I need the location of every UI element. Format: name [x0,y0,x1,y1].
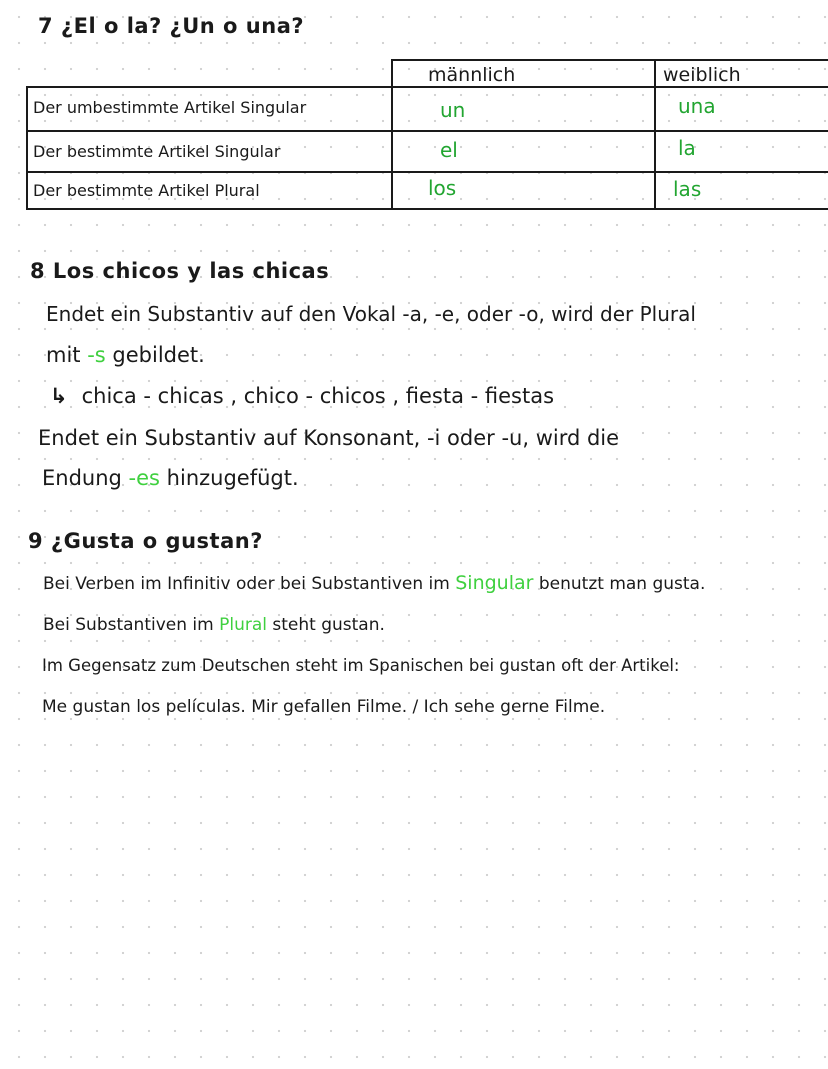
text: mit [46,343,88,367]
section-7-heading: 7 ¿El o la? ¿Un o una? [38,14,305,38]
masculine-value: los [428,176,457,200]
feminine-value: la [678,136,696,160]
plural-rule-line-5 [42,466,299,490]
row-label: Der bestimmte Artikel Singular [33,142,281,161]
gusta-example: Me gustan los películas. Mir gefallen Filme. / Ich sehe gerne Filme. [42,697,606,717]
gusta-rule-line-2 [43,615,385,635]
masculine-value: el [440,138,458,162]
col-header-feminine: weiblich [663,64,741,86]
gusta-rule-line-1 [43,572,705,594]
text: steht gustan. [266,615,385,635]
text: Bei Substantiven im [43,615,220,635]
masculine-value: un [440,98,466,122]
plural-rule-line-1: Endet ein Substantiv auf den Vokal -a, -e, oder -o, wird der Plural [46,302,696,326]
plural-rule-line-2 [46,343,205,367]
plural-rule-line-4: Endet ein Substantiv auf Konsonant, -i oder -u, wird die [38,426,620,450]
highlight-es: -es [128,466,160,490]
row-label: Der bestimmte Artikel Plural [33,181,260,200]
col-header-masculine: männlich [428,64,516,86]
arrow-icon: ↳ [50,384,68,408]
text: benutzt man gusta. [533,574,706,594]
feminine-value: una [678,94,716,118]
text: Endung [42,466,129,490]
gusta-rule-line-3: Im Gegensatz zum Deutschen steht im Spanischen bei gustan oft der Artikel: [42,656,680,675]
highlight-singular: Singular [455,572,534,594]
text: Bei Verben im Infinitiv oder bei Substantiven im [43,574,456,594]
text: gebildet. [105,343,205,367]
highlight-s: -s [87,343,106,367]
examples-text: chica - chicas , chico - chicos , fiesta - fiestas [81,384,555,408]
highlight-plural: Plural [219,615,267,635]
plural-examples [50,384,554,408]
row-label: Der umbestimmte Artikel Singular [33,98,307,117]
text: hinzugefügt. [160,466,299,490]
feminine-value: las [673,177,702,201]
section-8-heading: 8 Los chicos y las chicas [30,259,330,283]
section-9-heading: 9 ¿Gusta o gustan? [28,529,263,553]
